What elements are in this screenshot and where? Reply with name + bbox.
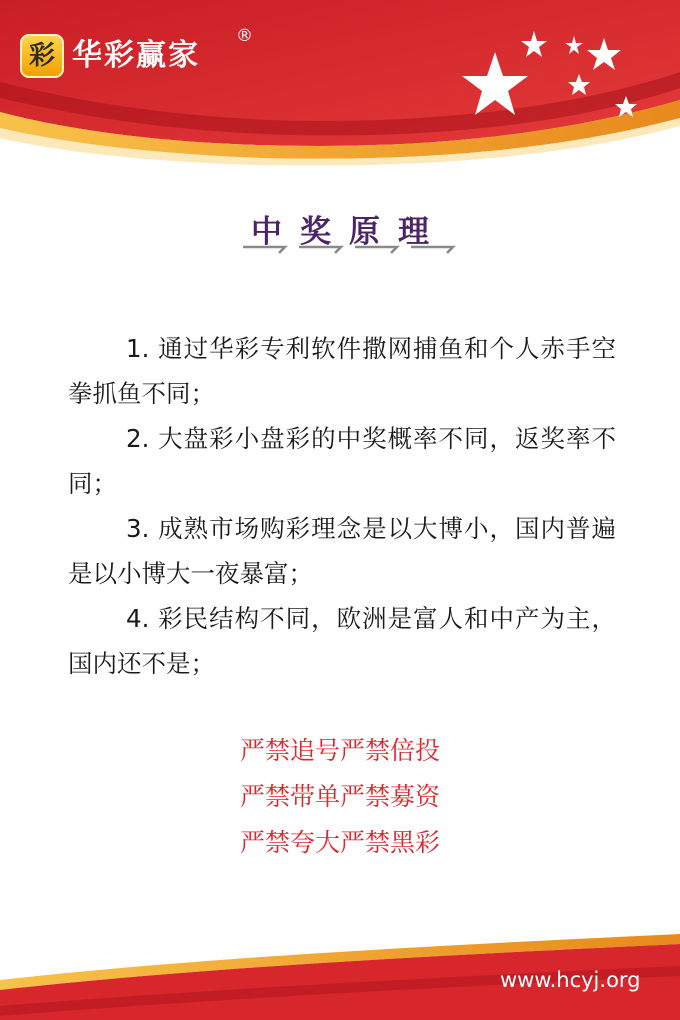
title-container <box>0 214 680 251</box>
page-title-text: 中奖原理 <box>251 214 447 250</box>
principle-item: 3. 成熟市场购彩理念是以大博小，国内普遍是以小博大一夜暴富； <box>68 514 616 588</box>
logo-badge-char: 彩 <box>28 41 55 71</box>
brand-name: 华彩赢家 <box>72 38 200 73</box>
warning-line: 严禁带单严禁募资 <box>239 782 440 811</box>
principle-item: 1. 通过华彩专利软件撒网捕鱼和个人赤手空拳抓鱼不同； <box>68 334 616 408</box>
footer-url[interactable]: www.hcyj.org <box>500 968 641 992</box>
principle-item: 4. 彩民结构不同，欧洲是富人和中产为主，国内还不是； <box>68 604 616 678</box>
warning-line: 严禁夸大严禁黑彩 <box>239 828 440 857</box>
page-title <box>251 214 447 251</box>
title-underline-decoration <box>239 238 469 256</box>
principles-list <box>68 326 616 686</box>
logo-badge <box>20 34 64 78</box>
warnings-block <box>0 728 680 866</box>
top-banner <box>0 0 680 170</box>
warning-line: 严禁追号严禁倍投 <box>239 736 440 765</box>
registered-mark: ® <box>236 26 253 46</box>
brand-logo <box>20 26 253 78</box>
principle-item: 2. 大盘彩小盘彩的中奖概率不同，返奖率不同； <box>68 424 616 498</box>
